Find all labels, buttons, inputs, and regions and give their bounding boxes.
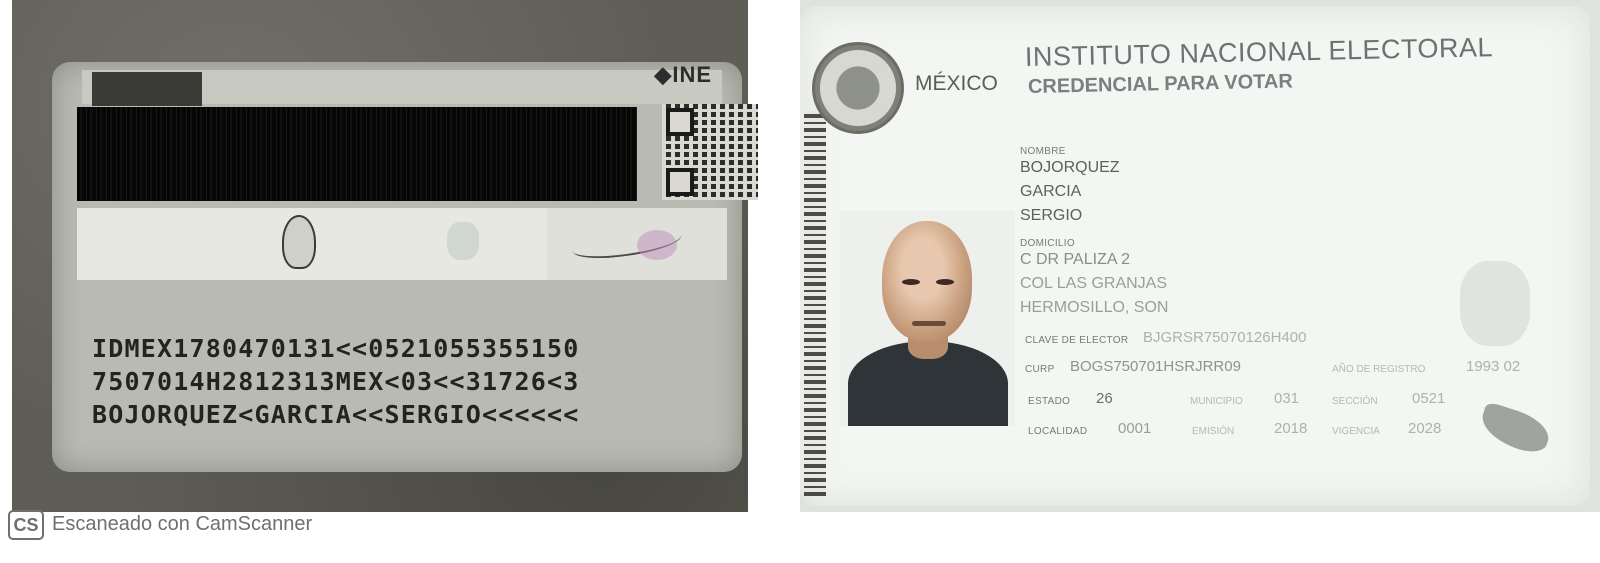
- ine-logo: ◆INE: [654, 62, 712, 87]
- clave-label: CLAVE DE ELECTOR: [1025, 335, 1129, 346]
- curp-label: CURP: [1025, 364, 1055, 375]
- curp-value: BOGS750701HSRJRR09: [1070, 358, 1241, 375]
- fingerprint-icon: [282, 215, 316, 269]
- vigencia-value: 2028: [1408, 420, 1442, 437]
- clave-value: BJGRSR75070126H400: [1143, 329, 1307, 346]
- domicilio-line-1: C DR PALIZA 2: [1020, 251, 1130, 268]
- ghost-image: [447, 222, 479, 260]
- domicilio-line-3: HERMOSILLO, SON: [1020, 299, 1169, 316]
- nombre-line-3: SERGIO: [1020, 207, 1083, 224]
- camscanner-logo-icon: CS: [8, 510, 44, 540]
- nombre-label: NOMBRE: [1020, 146, 1066, 157]
- vigencia-label: VIGENCIA: [1332, 426, 1380, 437]
- mrz-zone: [92, 332, 712, 431]
- id-back-card: [52, 62, 742, 472]
- localidad-label: LOCALIDAD: [1028, 426, 1088, 437]
- seccion-value: 0521: [1412, 390, 1446, 407]
- municipio-label: MUNICIPIO: [1190, 396, 1243, 407]
- emision-label: EMISIÓN: [1192, 426, 1235, 437]
- domicilio-line-2: COL LAS GRANJAS: [1020, 275, 1168, 292]
- nombre-line-1: BOJORQUEZ: [1020, 159, 1120, 176]
- ghost-portrait: [1460, 261, 1530, 346]
- estado-label: ESTADO: [1028, 396, 1071, 407]
- scanner-watermark: Escaneado con CamScanner: [52, 513, 313, 535]
- mrz-line-2: 7507014H2812313MEX<03<<31726<3: [92, 367, 580, 396]
- domicilio-label: DOMICILIO: [1020, 238, 1075, 249]
- registro-label: AÑO DE REGISTRO: [1332, 364, 1426, 375]
- mrz-line-3: BOJORQUEZ<GARCIA<<SERGIO<<<<<<: [92, 400, 580, 429]
- emision-value: 2018: [1274, 420, 1308, 437]
- country-label: MÉXICO: [915, 72, 998, 95]
- seccion-label: SECCIÓN: [1332, 396, 1378, 407]
- stamp-mark: [637, 230, 677, 260]
- institute-title: INSTITUTO NACIONAL ELECTORAL: [1024, 32, 1494, 72]
- estado-value: 26: [1096, 390, 1113, 407]
- nombre-line-2: GARCIA: [1020, 183, 1082, 200]
- municipio-value: 031: [1274, 390, 1300, 407]
- id-front-card: [800, 6, 1590, 506]
- mexico-map-icon: [1476, 401, 1554, 457]
- qr-code: [662, 104, 758, 200]
- id-front-photo: [800, 0, 1600, 512]
- national-seal-icon: [812, 42, 904, 134]
- portrait-photo: [840, 211, 1015, 426]
- mrz-line-1: IDMEX1780470131<<0521055355150: [92, 334, 580, 363]
- greek-border: [804, 111, 826, 496]
- registro-value: 1993 02: [1466, 358, 1521, 375]
- barcode: [77, 107, 637, 201]
- id-back-photo: [12, 0, 748, 512]
- dark-box: [92, 72, 202, 106]
- localidad-value: 0001: [1118, 420, 1152, 437]
- credential-title: CREDENCIAL PARA VOTAR: [1027, 70, 1293, 98]
